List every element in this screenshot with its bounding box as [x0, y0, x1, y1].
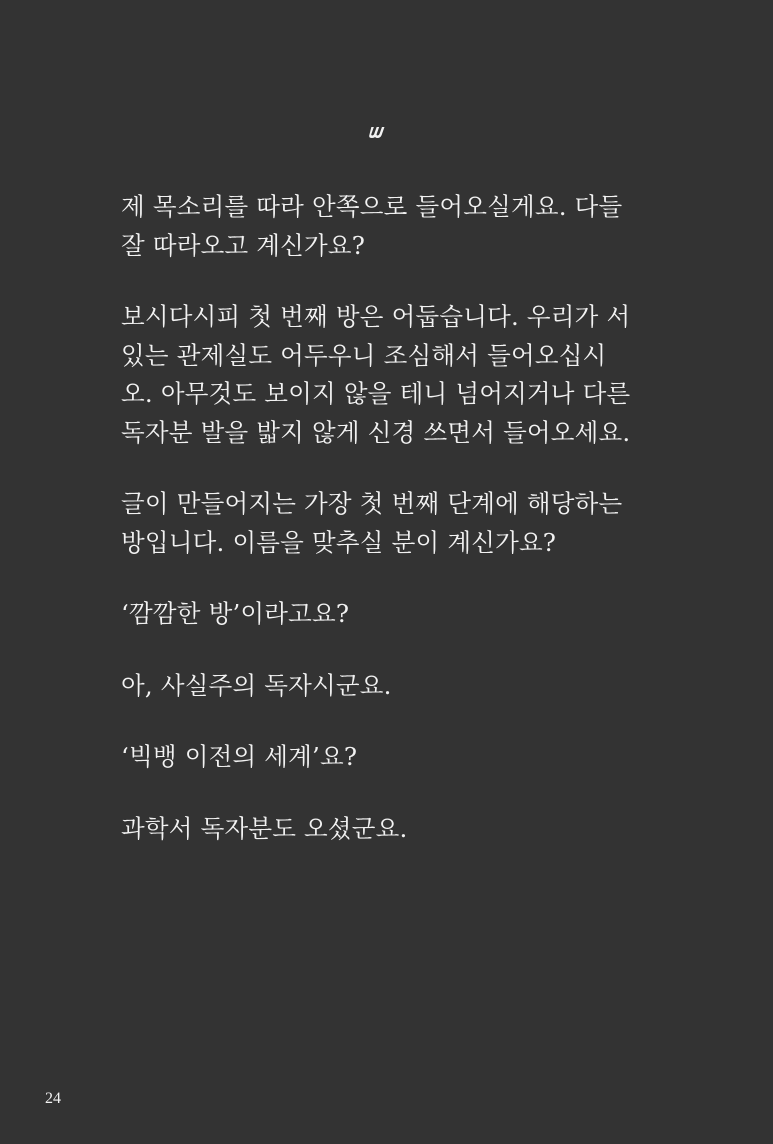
- text-line: 잘 따라오고 계신가요?: [121, 230, 366, 260]
- paragraph: [121, 485, 651, 562]
- paragraph: [121, 810, 651, 849]
- text-line: 아, 사실주의 독자시군요.: [121, 670, 392, 700]
- publisher-logo-mark: [368, 124, 388, 140]
- text-line: 보시다시피 첫 번째 방은 어둡습니다. 우리가 서: [121, 302, 631, 331]
- body-text: [121, 188, 651, 881]
- paragraph: [121, 298, 651, 452]
- text-line: 방입니다. 이름을 맞추실 분이 계신가요?: [121, 527, 557, 557]
- page-number: 24: [45, 1090, 61, 1107]
- text-line: 글이 만들어지는 가장 첫 번째 단계에 해당하는: [121, 489, 623, 518]
- text-line: 제 목소리를 따라 안쪽으로 들어오실게요. 다들: [121, 192, 623, 221]
- paragraph: [121, 738, 651, 777]
- text-line: ‘빅뱅 이전의 세계’요?: [121, 742, 358, 771]
- paragraph: [121, 667, 651, 706]
- text-line: 과학서 독자분도 오셨군요.: [121, 813, 408, 843]
- text-line: 독자분 발을 밟지 않게 신경 쓰면서 들어오세요.: [121, 417, 631, 447]
- paragraph: [121, 595, 651, 634]
- text-line: 있는 관제실도 어두우니 조심해서 들어오십시: [121, 340, 607, 370]
- paragraph: [121, 188, 651, 265]
- text-line: 오. 아무것도 보이지 않을 테니 넘어지거나 다른: [121, 379, 631, 408]
- text-line: ‘깜깜한 방’이라고요?: [121, 599, 350, 628]
